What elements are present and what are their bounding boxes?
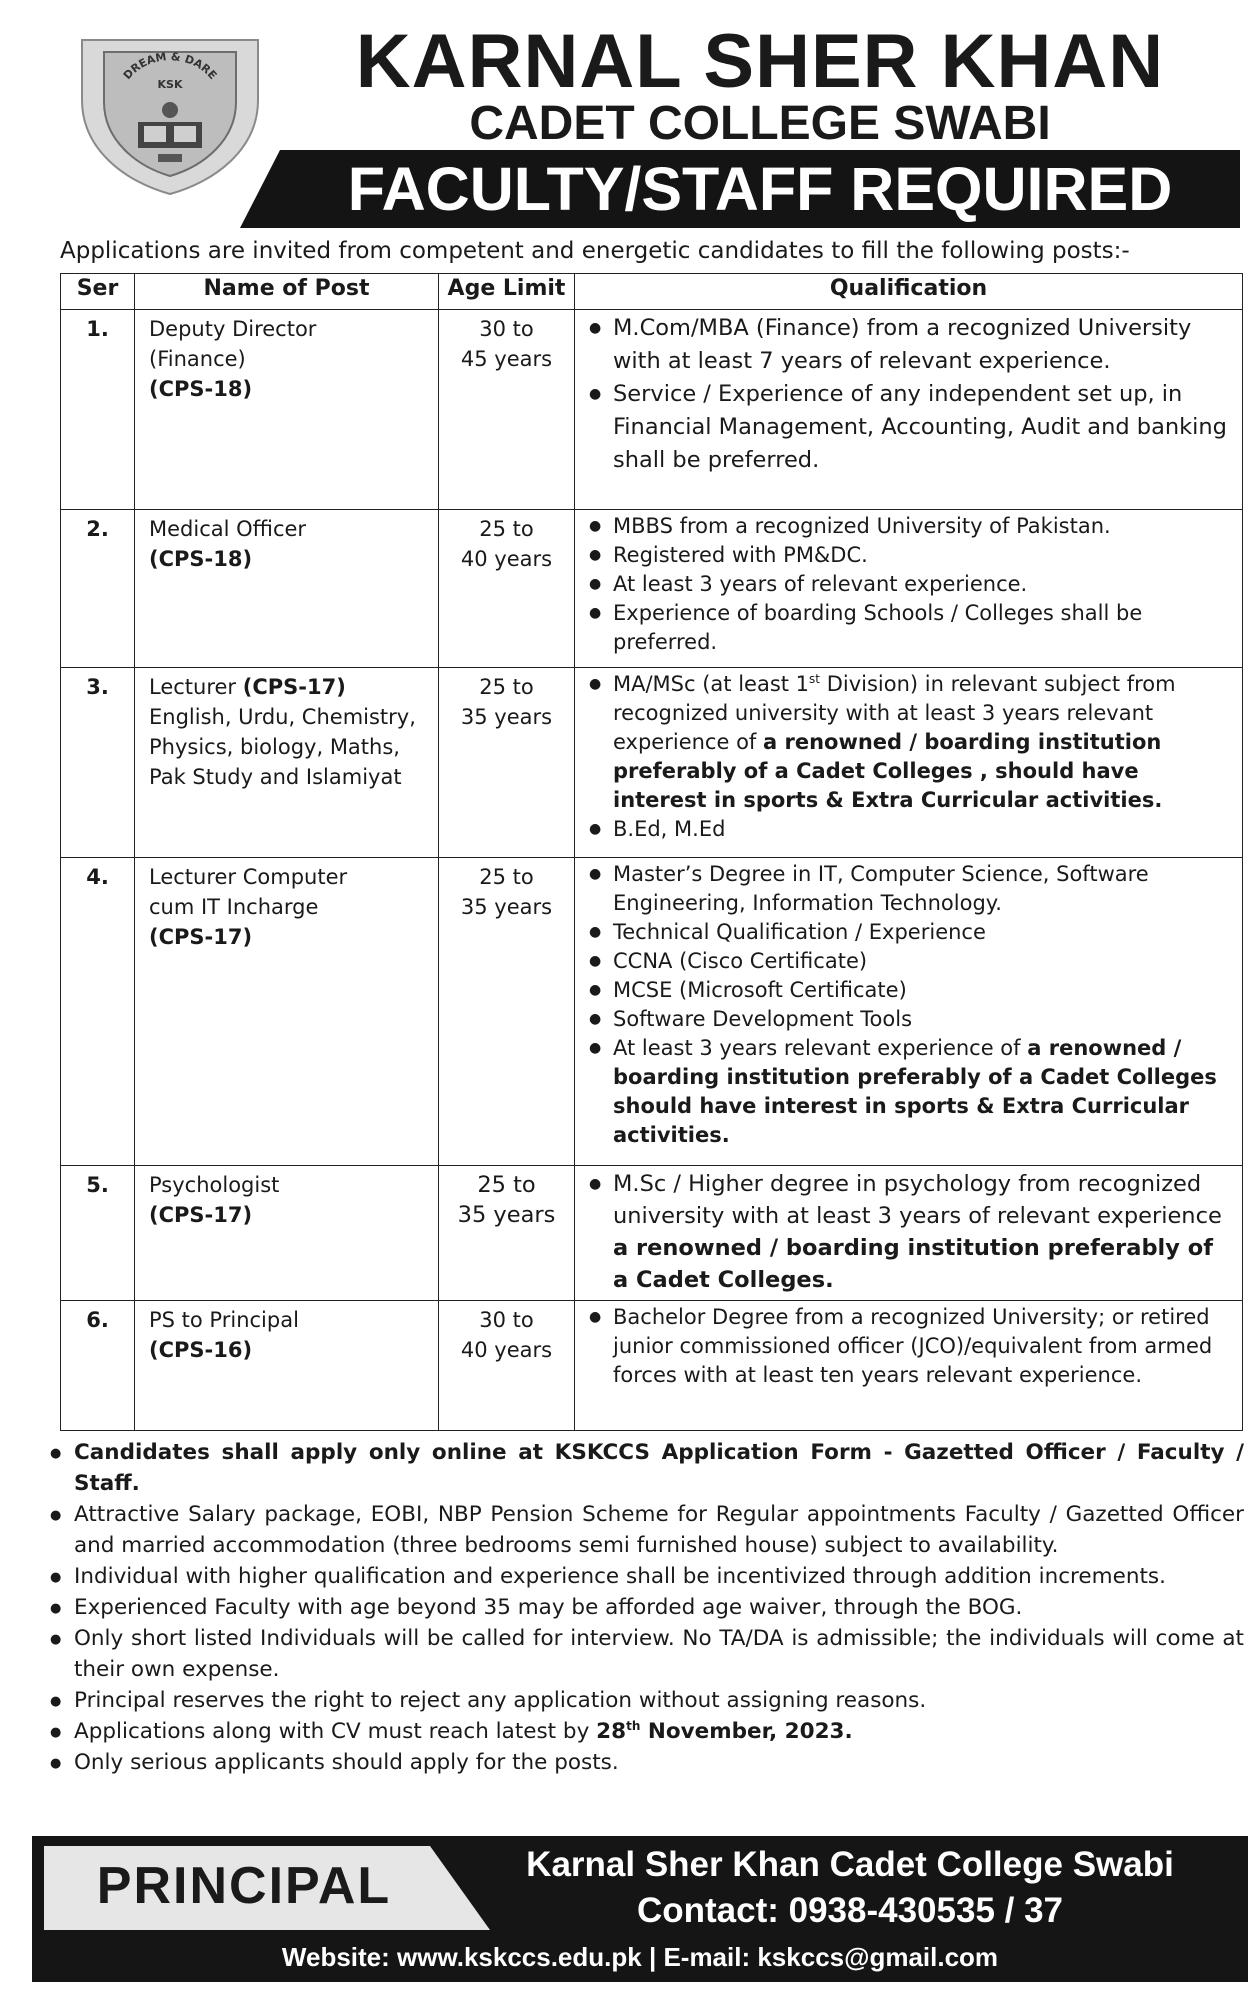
table-header-row [61, 274, 1243, 310]
age-to: 35 years [457, 1202, 556, 1228]
post-subjects: English, Urdu, Chemistry, Physics, biology, Maths, Pak Study and Islamiyat [149, 705, 416, 789]
age-from: 30 to [479, 317, 534, 341]
notes-list [48, 1437, 1244, 1778]
table-row [61, 510, 1243, 668]
row-qualification [575, 510, 1243, 668]
row-ser: 6. [61, 1301, 135, 1431]
note-item: ● Applications along with CV must reach latest by 28th November, 2023. [48, 1716, 1244, 1747]
note-item: ● Attractive Salary package, EOBI, NBP Pension Scheme for Regular appointments Faculty / Gazetted Officer and married accommodation (three bedrooms semi furnished house) subject to availability. [48, 1499, 1244, 1561]
header-age: Age Limit [439, 274, 575, 310]
post-grade: (CPS-17) [149, 925, 253, 949]
age-to: 40 years [460, 547, 553, 571]
post-grade: (CPS-18) [149, 377, 253, 401]
header-post: Name of Post [135, 274, 439, 310]
row-ser: 2. [61, 510, 135, 668]
row-ser: 3. [61, 668, 135, 858]
college-title: KARNAL SHER KHAN [355, 19, 1165, 104]
post-name: Deputy Director [149, 317, 317, 341]
college-crest-logo [74, 30, 266, 198]
row-age [439, 510, 575, 668]
post-name: cum IT Incharge [149, 895, 319, 919]
college-subtitle: CADET COLLEGE SWABI [469, 97, 1051, 150]
row-post [135, 510, 439, 668]
age-from: 25 to [479, 517, 534, 541]
row-age [439, 1301, 575, 1431]
row-ser: 1. [61, 310, 135, 510]
qual-item: ● CCNA (Cisco Certificate) [589, 947, 1232, 976]
qual-item: ● B.Ed, M.Ed [589, 815, 1232, 844]
qual-item: ● MA/MSc (at least 1st Division) in relevant subject from recognized university with at least 3 years relevant experience of a renowned / boarding institution preferably of a Cadet Colleges , should have interest in sports & Extra Curricular activities. [589, 670, 1232, 815]
row-age [439, 858, 575, 1166]
footer-college-name: Karnal Sher Khan Cadet College Swabi [526, 1845, 1174, 1884]
posts-table [60, 273, 1243, 1431]
table-row [61, 858, 1243, 1166]
row-post [135, 858, 439, 1166]
post-name: (Finance) [149, 347, 246, 371]
row-age [439, 668, 575, 858]
qual-item: ● M.Com/MBA (Finance) from a recognized University with at least 7 years of relevant experience. [589, 312, 1232, 378]
table-row [61, 1166, 1243, 1301]
intro-text: Applications are invited from competent and energetic candidates to fill the following posts:- [60, 238, 1130, 264]
qual-item: ● At least 3 years of relevant experience. [589, 570, 1232, 599]
row-qualification [575, 310, 1243, 510]
faculty-staff-banner: FACULTY/STAFF REQUIRED [347, 155, 1173, 223]
row-age [439, 1166, 575, 1301]
qual-item: ● At least 3 years relevant experience of a renowned / boarding institution preferably of a Cadet Colleges should have interest in sports & Extra Curricular activities. [589, 1034, 1232, 1150]
qual-item: ● Service / Experience of any independent set up, in Financial Management, Accounting, Audit and banking shall be preferred. [589, 378, 1232, 477]
note-item: ● Principal reserves the right to reject any application without assigning reasons. [48, 1685, 1244, 1716]
qual-item: ● MCSE (Microsoft Certificate) [589, 976, 1232, 1005]
note-item: ● Experienced Faculty with age beyond 35 may be afforded age waiver, through the BOG. [48, 1592, 1244, 1623]
post-name: Psychologist [149, 1173, 280, 1197]
row-qualification [575, 1166, 1243, 1301]
table-row [61, 668, 1243, 858]
header-qualification: Qualification [575, 274, 1243, 310]
row-ser: 5. [61, 1166, 135, 1301]
note-item: ● Individual with higher qualification and experience shall be incentivized through addition increments. [48, 1561, 1244, 1592]
age-from: 25 to [477, 1172, 536, 1198]
age-from: 25 to [479, 675, 534, 699]
post-name: Lecturer Computer [149, 865, 348, 889]
post-name: PS to Principal [149, 1308, 299, 1332]
logo-initials: KSK [157, 78, 183, 91]
table-row [61, 1301, 1243, 1431]
row-ser: 4. [61, 858, 135, 1166]
qual-item: ● Master’s Degree in IT, Computer Science, Software Engineering, Information Technology. [589, 860, 1232, 918]
note-item: ● Only serious applicants should apply for the posts. [48, 1747, 1244, 1778]
qual-item: ● Software Development Tools [589, 1005, 1232, 1034]
footer-website-email: Website: www.kskccs.edu.pk | E-mail: kskccs@gmail.com [281, 1942, 999, 1972]
post-name: Medical Officer [149, 517, 307, 541]
row-post [135, 310, 439, 510]
table-row [61, 310, 1243, 510]
footer-contact: Contact: 0938-430535 / 37 [636, 1891, 1064, 1930]
qual-item: ● Bachelor Degree from a recognized University; or retired junior commissioned officer (JCO)/equivalent from armed forces with at least ten years relevant experience. [589, 1303, 1232, 1390]
qual-item: ● Experience of boarding Schools / Colleges shall be preferred. [589, 599, 1232, 657]
qual-item: ● Technical Qualification / Experience [589, 918, 1232, 947]
row-post [135, 1166, 439, 1301]
age-to: 45 years [460, 347, 553, 371]
age-from: 25 to [479, 865, 534, 889]
note-item: ● Candidates shall apply only online at KSKCCS Application Form - Gazetted Officer / Faculty / Staff. [48, 1437, 1244, 1499]
qual-item: ● MBBS from a recognized University of Pakistan. [589, 512, 1232, 541]
row-qualification [575, 668, 1243, 858]
age-to: 35 years [460, 895, 553, 919]
age-to: 35 years [460, 705, 553, 729]
post-grade: (CPS-18) [149, 547, 253, 571]
post-grade: (CPS-17) [242, 675, 346, 699]
qual-item: ● Registered with PM&DC. [589, 541, 1232, 570]
row-qualification [575, 1301, 1243, 1431]
logo-motto: DREAM & DARE [120, 50, 220, 82]
row-qualification [575, 858, 1243, 1166]
post-name: Lecturer [149, 675, 237, 699]
header-ser: Ser [61, 274, 135, 310]
post-grade: (CPS-17) [149, 1203, 253, 1227]
qual-item: ● M.Sc / Higher degree in psychology from recognized university with at least 3 years of relevant experience a renowned / boarding institution preferably of a Cadet Colleges. [589, 1168, 1232, 1296]
row-post [135, 1301, 439, 1431]
row-age [439, 310, 575, 510]
age-to: 40 years [460, 1338, 553, 1362]
row-post [135, 668, 439, 858]
signatory: PRINCIPAL [96, 1857, 392, 1915]
age-from: 30 to [479, 1308, 534, 1332]
post-grade: (CPS-16) [149, 1338, 253, 1362]
note-item: ● Only short listed Individuals will be called for interview. No TA/DA is admissible; the individuals will come at their own expense. [48, 1623, 1244, 1685]
